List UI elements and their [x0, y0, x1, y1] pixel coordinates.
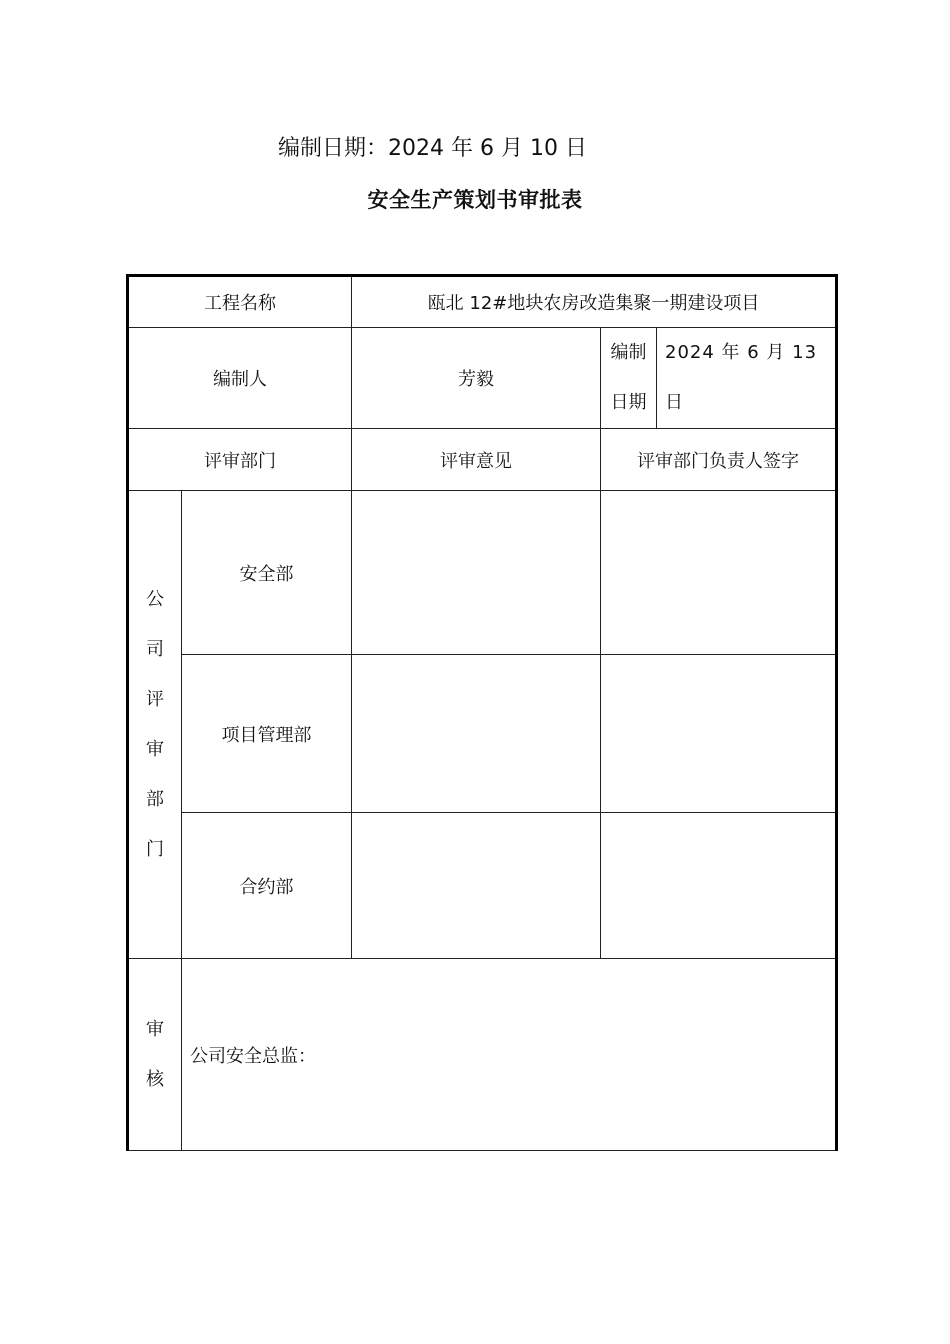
row-dept-contract	[128, 813, 837, 959]
compile-date-label-text: 编制日期	[610, 342, 647, 413]
row-review-header	[128, 429, 837, 491]
dept-name-contract: 合约部	[182, 813, 352, 959]
row-audit	[128, 959, 837, 1151]
row-compiler	[128, 328, 837, 429]
project-name-label: 工程名称	[128, 276, 352, 328]
row-project-name	[128, 276, 837, 328]
dept-name-project-mgmt: 项目管理部	[182, 655, 352, 813]
review-sign-header: 评审部门负责人签字	[601, 429, 837, 491]
approval-table	[126, 274, 838, 1151]
company-review-group-label: 公司评审部门	[146, 588, 164, 860]
dept-signature-safety	[601, 491, 837, 655]
audit-signer-label: 公司安全总监：	[182, 959, 837, 1151]
compile-date-header: 编制日期：2024 年 6 月 10 日	[278, 136, 587, 161]
company-review-group-cell	[128, 491, 182, 959]
dept-signature-project-mgmt	[601, 655, 837, 813]
audit-label: 审核	[146, 1018, 164, 1090]
dept-opinion-contract	[352, 813, 601, 959]
dept-opinion-safety	[352, 491, 601, 655]
dept-name-safety: 安全部	[182, 491, 352, 655]
form-title	[0, 185, 950, 215]
audit-label-cell	[128, 959, 182, 1151]
row-dept-project-mgmt	[128, 655, 837, 813]
form-title-text: 安全生产策划书审批表	[367, 188, 583, 212]
dept-opinion-project-mgmt	[352, 655, 601, 813]
compile-date-label	[601, 328, 657, 429]
review-opinion-header: 评审意见	[352, 429, 601, 491]
compiler-value: 芳毅	[352, 328, 601, 429]
compiler-label: 编制人	[128, 328, 352, 429]
compile-date-value: 2024 年 6 月 13 日	[657, 328, 837, 429]
review-dept-header: 评审部门	[128, 429, 352, 491]
dept-signature-contract	[601, 813, 837, 959]
row-dept-safety	[128, 491, 837, 655]
project-name-value: 瓯北 12#地块农房改造集聚一期建设项目	[352, 276, 837, 328]
